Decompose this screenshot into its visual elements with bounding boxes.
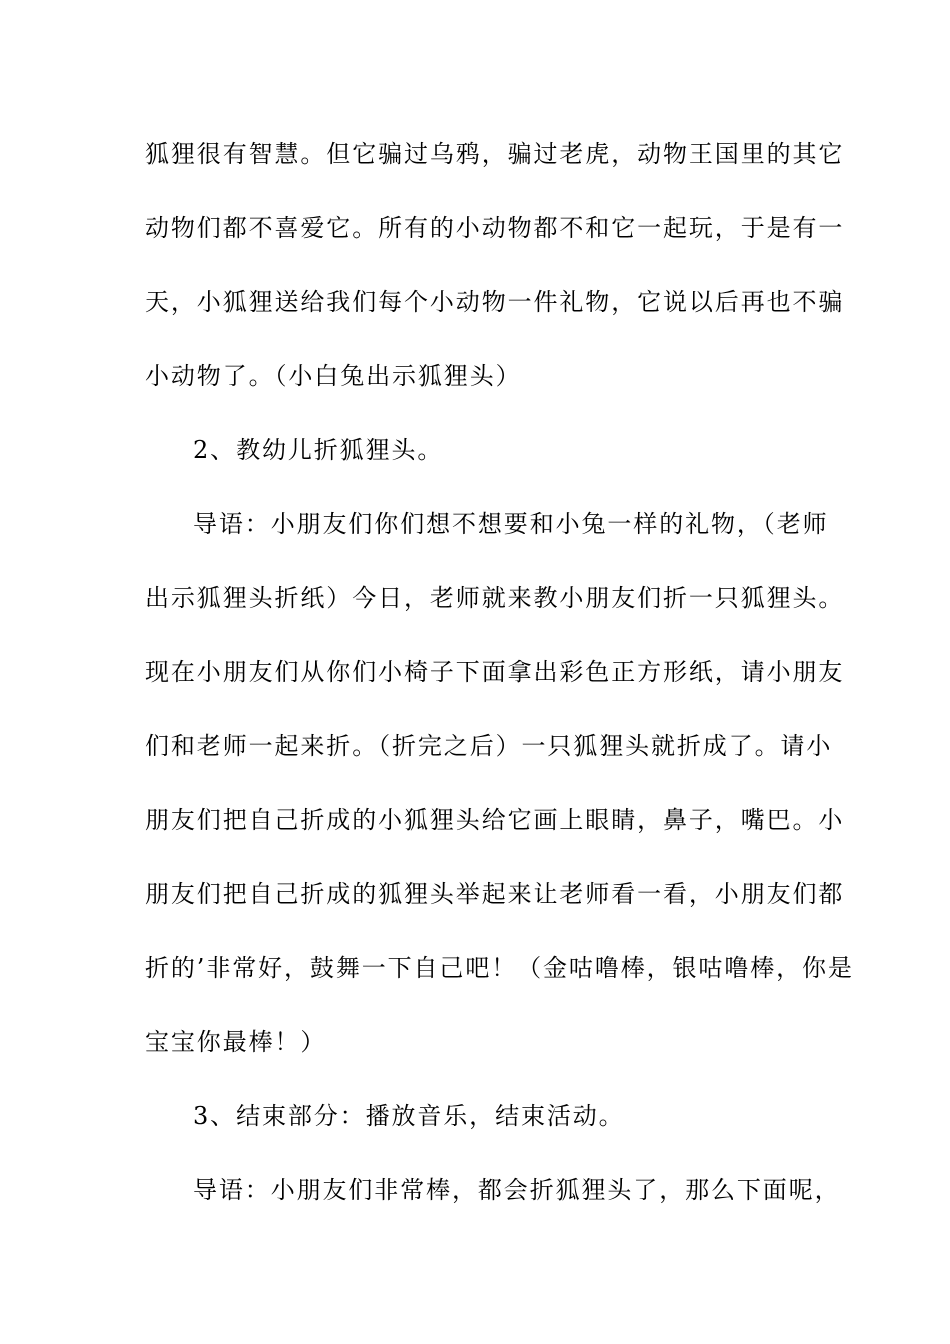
section-heading-3: 3、结束部分：播放音乐，结束活动。 (193, 1102, 625, 1130)
section-heading-2: 2、教幼儿折狐狸头。 (193, 436, 444, 464)
text-line-12: 折的’非常好，鼓舞一下自己吧！（金咕噜棒，银咕噜棒，你是 (145, 954, 854, 982)
text-line-1: 狐狸很有智慧。但它骗过乌鸦，骗过老虎，动物王国里的其它 (145, 140, 845, 168)
text-line-13: 宝宝你最棒！） (145, 1028, 327, 1056)
document-body (145, 128, 854, 1238)
text-line-15: 导语：小朋友们非常棒，都会折狐狸头了，那么下面呢， (193, 1176, 841, 1204)
text-line-9: 们和老师一起来折。（折完之后）一只狐狸头就折成了。请小 (145, 732, 833, 760)
text-line-3: 天，小狐狸送给我们每个小动物一件礼物，它说以后再也不骗 (145, 288, 845, 316)
text-line-6: 导语：小朋友们你们想不想要和小兔一样的礼物，（老师 (193, 510, 829, 538)
text-line-11: 朋友们把自己折成的狐狸头举起来让老师看一看，小朋友们都 (145, 880, 845, 908)
text-line-4: 小动物了。（小白兔出示狐狸头） (145, 362, 522, 390)
text-line-2: 动物们都不喜爱它。所有的小动物都不和它一起玩，于是有一 (145, 214, 845, 242)
text-line-10: 朋友们把自己折成的小狐狸头给它画上眼睛，鼻子，嘴巴。小 (145, 806, 845, 834)
text-line-7: 出示狐狸头折纸）今日，老师就来教小朋友们折一只狐狸头。 (145, 584, 845, 612)
text-line-8: 现在小朋友们从你们小椅子下面拿出彩色正方形纸，请小朋友 (145, 658, 845, 686)
